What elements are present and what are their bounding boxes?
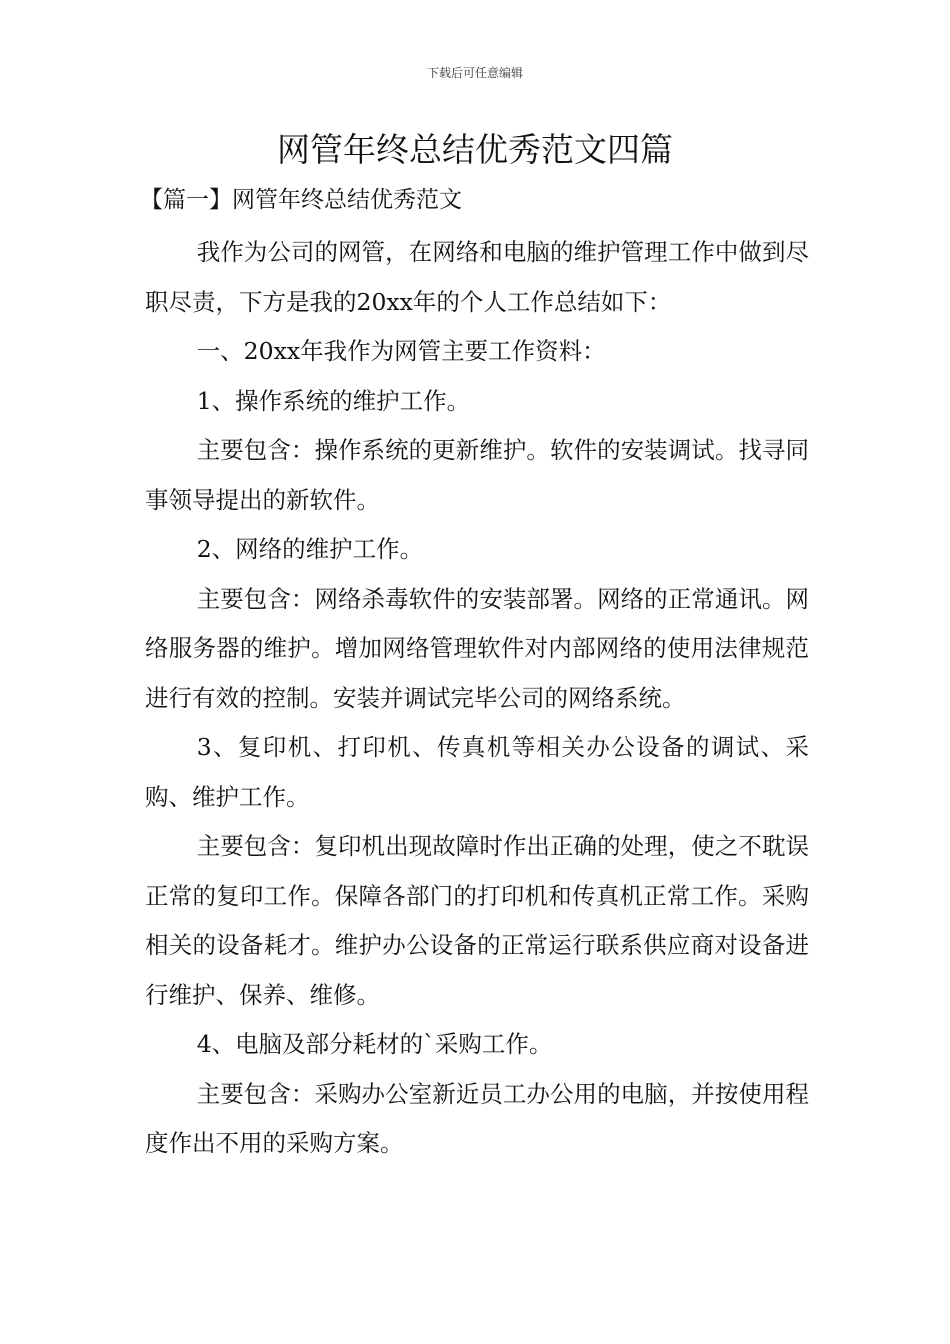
paragraph-intro: 我作为公司的网管，在网络和电脑的维护管理工作中做到尽职尽责，下方是我的20xx年的个人工作总结如下： bbox=[145, 238, 809, 316]
paragraph-item-3-title: 3、复印机、打印机、传真机等相关办公设备的调试、采购、维护工作。 bbox=[145, 733, 809, 811]
paragraph-item-1-title: 1、操作系统的维护工作。 bbox=[196, 386, 471, 415]
paragraph-item-1-detail: 主要包含：操作系统的更新维护。软件的安装调试。找寻同事领导提出的新软件。 bbox=[145, 436, 809, 514]
section-heading: 【篇一】网管年终总结优秀范文 bbox=[140, 187, 462, 213]
paragraph-item-3-detail: 主要包含：复印机出现故障时作出正确的处理，使之不耽误正常的复印工作。保障各部门的打印机和传真机正常工作。采购相关的设备耗才。维护办公设备的正常运行联系供应商对设备进行维护、保养、维修。 bbox=[145, 832, 809, 1009]
paragraph-item-4-title: 4、电脑及部分耗材的`采购工作。 bbox=[196, 1030, 553, 1058]
header-note: 下载后可任意编辑 bbox=[426, 66, 523, 80]
document-title: 网管年终总结优秀范文四篇 bbox=[277, 130, 673, 169]
paragraph-main-work-heading: 一、20xx年我作为网管主要工作资料： bbox=[196, 337, 606, 365]
paragraph-item-4-detail: 主要包含：采购办公室新近员工办公用的电脑，并按使用程度作出不用的采购方案。 bbox=[145, 1079, 809, 1157]
document-body bbox=[145, 228, 809, 1169]
paragraph-item-2-title: 2、网络的维护工作。 bbox=[196, 535, 424, 563]
paragraph-item-2-detail: 主要包含：网络杀毒软件的安装部署。网络的正常通讯。网络服务器的维护。增加网络管理软件对内部网络的使用法律规范进行有效的控制。安装并调试完毕公司的网络系统。 bbox=[145, 584, 809, 712]
